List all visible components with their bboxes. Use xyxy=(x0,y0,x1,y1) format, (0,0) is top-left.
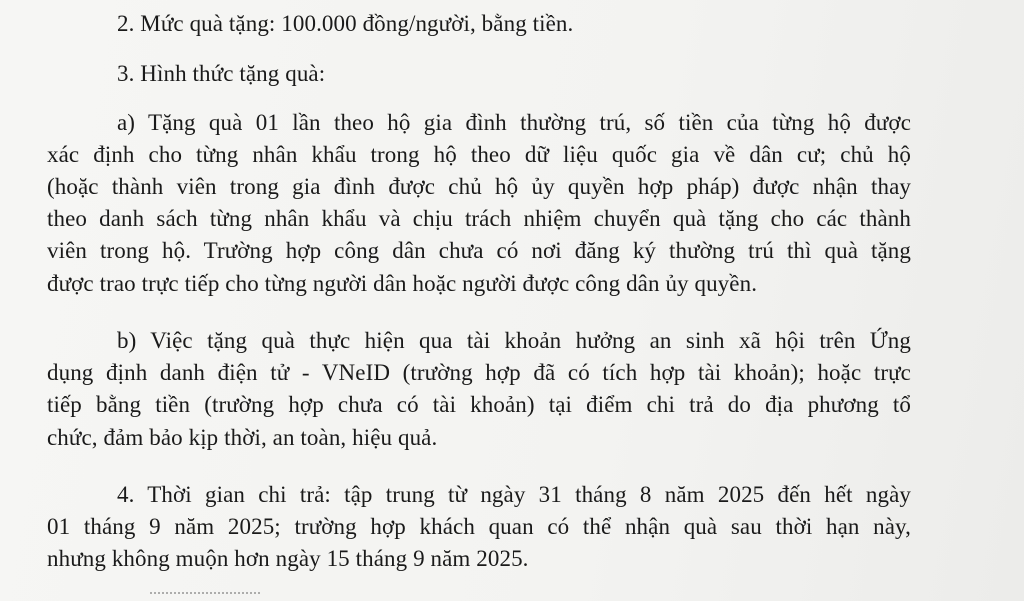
item-3a-line: viên trong hộ. Trường hợp công dân chưa có nơi đăng ký thường trú thì quà tặng xyxy=(47,238,911,263)
item-3a-line: (hoặc thành viên trong gia đình được chủ hộ ủy quyền hợp pháp) được nhận thay xyxy=(47,174,911,199)
item-3a-line: xác định cho từng nhân khẩu trong hộ theo dữ liệu quốc gia về dân cư; chủ hộ xyxy=(47,142,911,167)
item-3a-line: a) Tặng quà 01 lần theo hộ gia đình thường trú, số tiền của từng hộ được xyxy=(117,110,911,135)
item-3b-line: chức, đảm bảo kịp thời, an toàn, hiệu quả. xyxy=(47,425,438,450)
item-3b-line: dụng định danh điện tử - VNeID (trường hợp đã có tích hợp tài khoản); hoặc trực xyxy=(47,360,911,385)
cut-off-next-line xyxy=(150,592,260,600)
item-4-line: nhưng không muộn hơn ngày 15 tháng 9 năm 2025. xyxy=(47,546,529,571)
item-2-gift-amount: 2. Mức quà tặng: 100.000 đồng/người, bằng tiền. xyxy=(117,11,574,36)
item-4-line: 4. Thời gian chi trả: tập trung từ ngày 31 tháng 8 năm 2025 đến hết ngày xyxy=(117,482,911,507)
item-3a-line: được trao trực tiếp cho từng người dân hoặc người được công dân ủy quyền. xyxy=(47,271,758,296)
item-4-line: 01 tháng 9 năm 2025; trường hợp khách quan có thể nhận quà sau thời hạn này, xyxy=(47,514,911,539)
item-3a-line: theo danh sách từng nhân khẩu và chịu trách nhiệm chuyển quà tặng cho các thành xyxy=(47,206,911,231)
item-3b-line: tiếp bằng tiền (trường hợp chưa có tài khoản) tại điểm chi trả do địa phương tổ xyxy=(47,392,911,417)
item-3b-line: b) Việc tặng quà thực hiện qua tài khoản hưởng an sinh xã hội trên Ứng xyxy=(117,328,911,353)
item-3-heading: 3. Hình thức tặng quà: xyxy=(117,61,326,86)
